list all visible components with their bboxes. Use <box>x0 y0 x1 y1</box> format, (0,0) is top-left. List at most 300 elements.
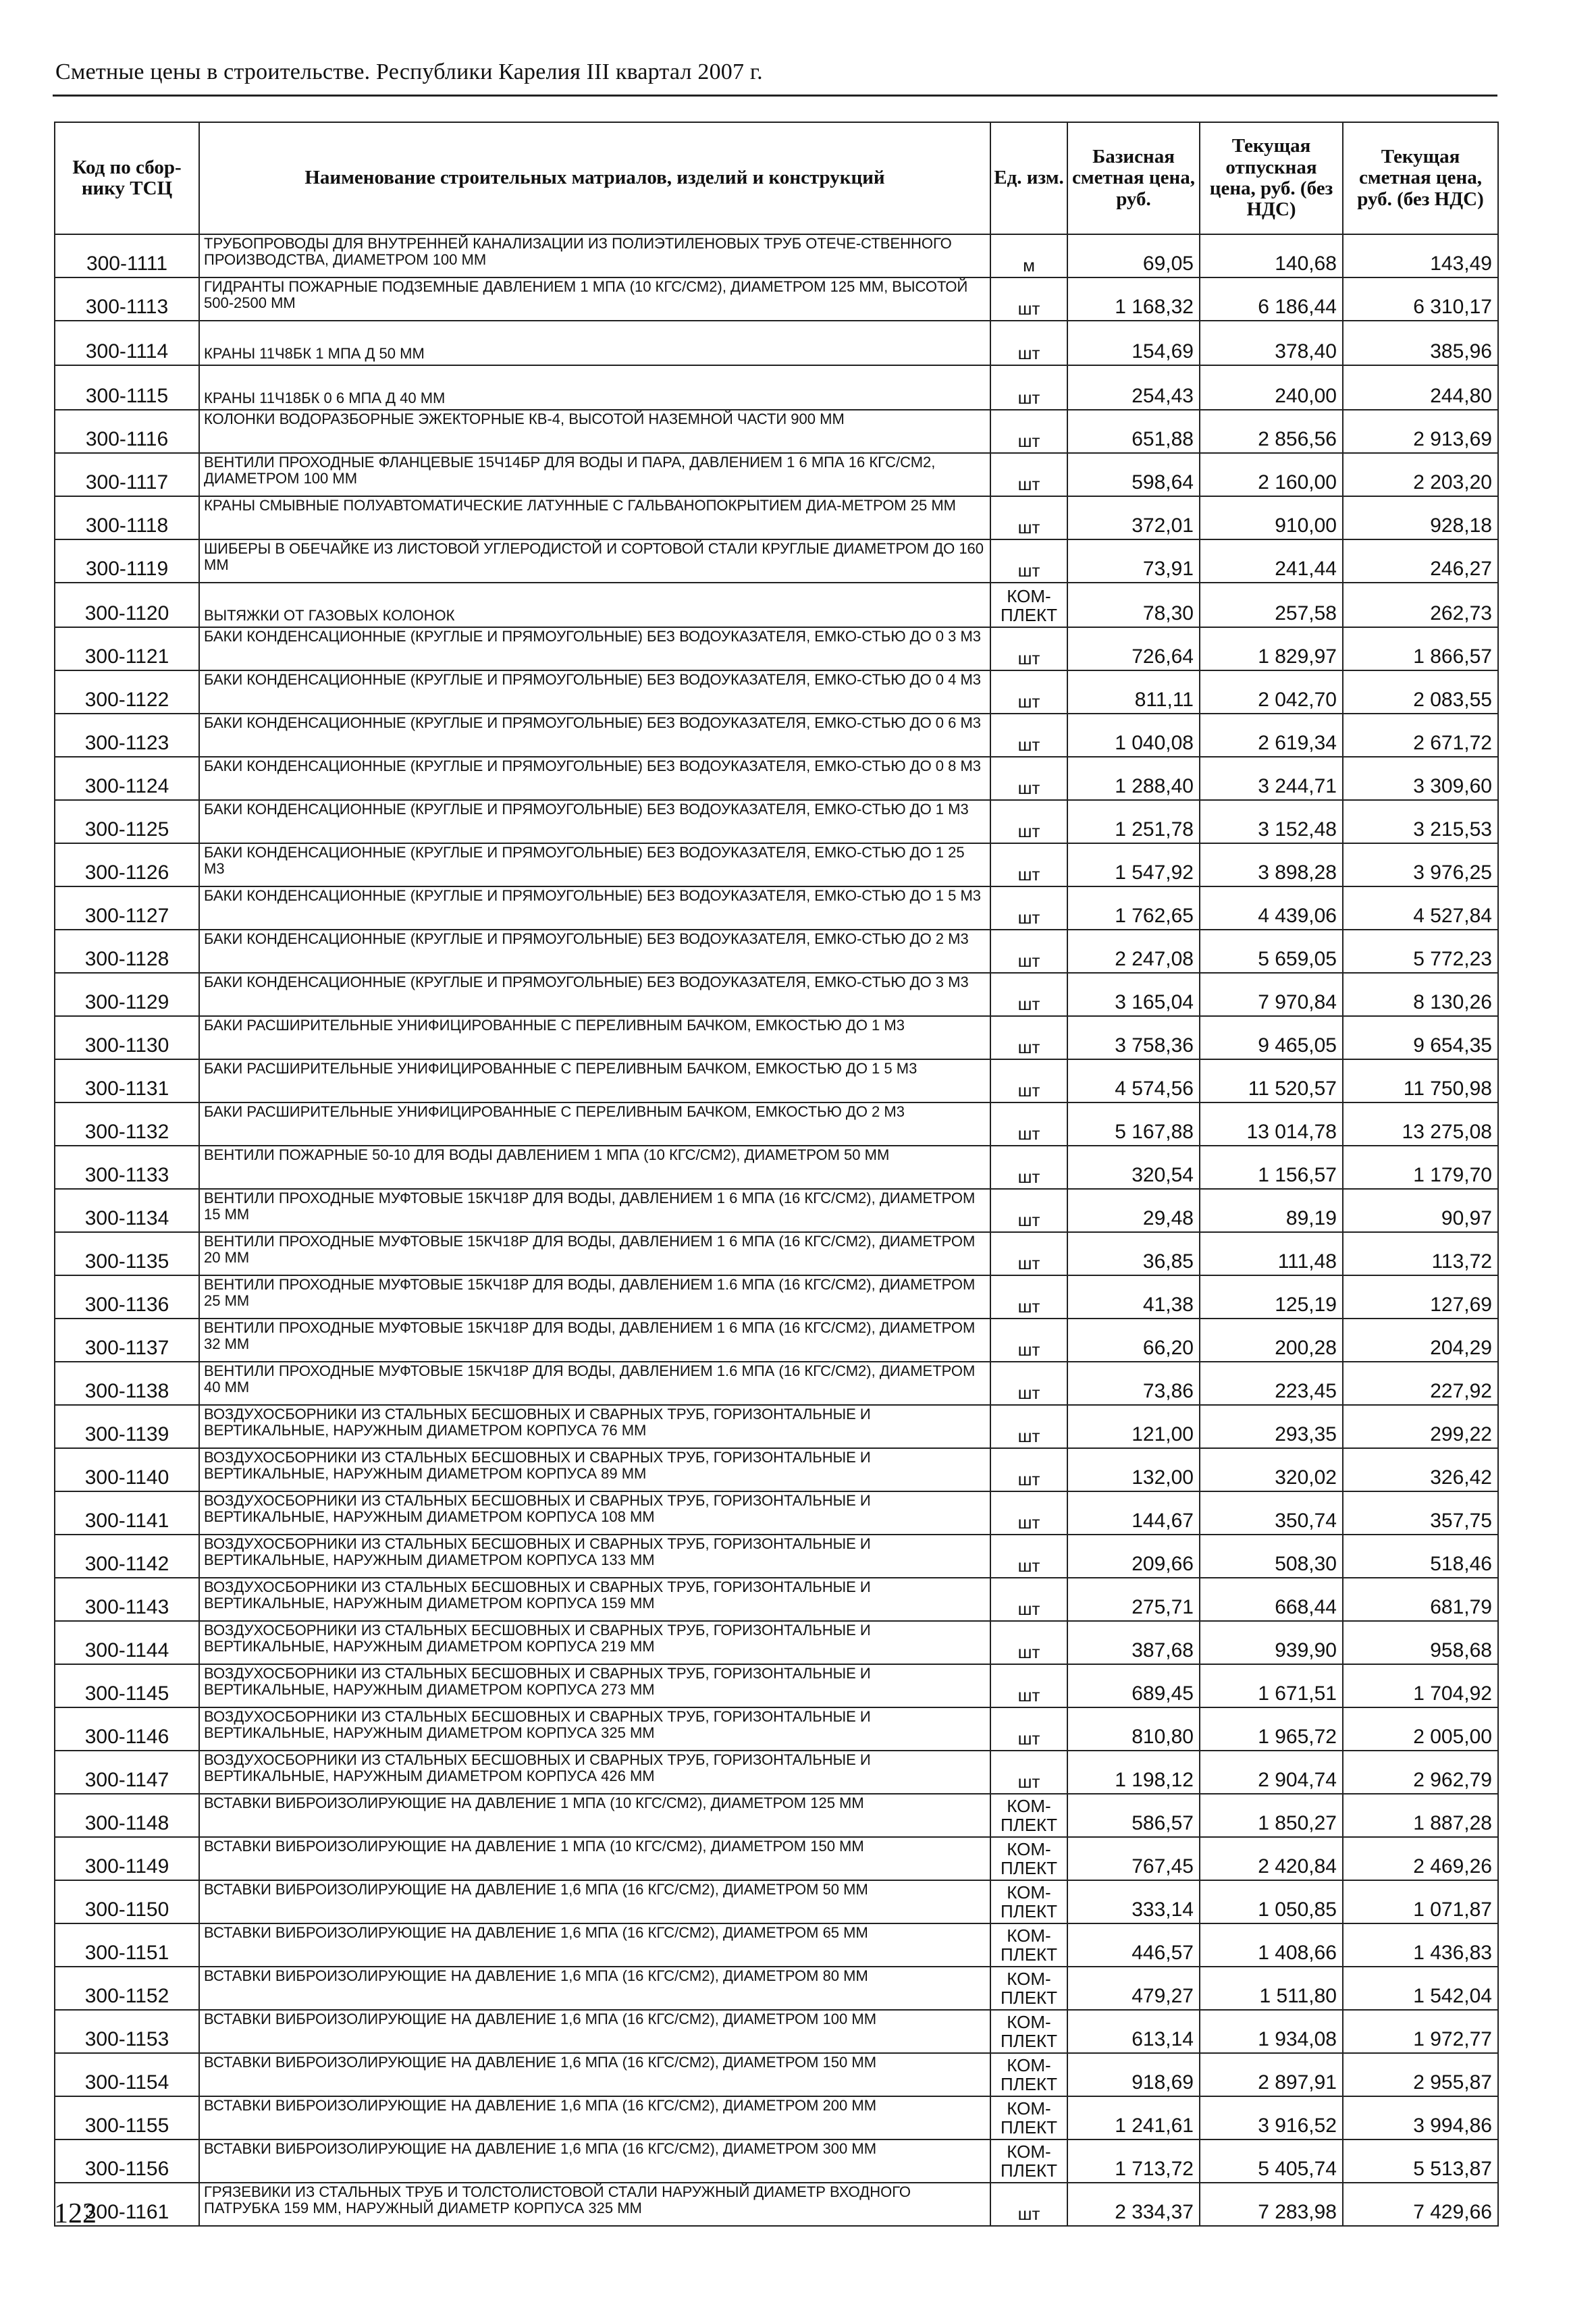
row-base-price: 41,38 <box>1067 1275 1200 1319</box>
row-name: БАКИ КОНДЕНСАЦИОННЫЕ (КРУГЛЫЕ И ПРЯМОУГОЛЬНЫЕ) БЕЗ ВОДОУКАЗАТЕЛЯ, ЕМКО-СТЬЮ ДО 3 М3 <box>199 973 990 1016</box>
row-code: 300-1141 <box>55 1491 199 1535</box>
row-name: ГИДРАНТЫ ПОЖАРНЫЕ ПОДЗЕМНЫЕ ДАВЛЕНИЕМ 1 МПА (10 КГС/СМ2), ДИАМЕТРОМ 125 ММ, ВЫСОТОЙ 500-2500 ММ <box>199 277 990 321</box>
table-row <box>55 1275 1498 1319</box>
row-code: 300-1140 <box>55 1448 199 1491</box>
row-release-price: 140,68 <box>1200 234 1343 277</box>
row-current-price: 2 962,79 <box>1343 1751 1498 1794</box>
table-row <box>55 1102 1498 1146</box>
row-name: БАКИ КОНДЕНСАЦИОННЫЕ (КРУГЛЫЕ И ПРЯМОУГОЛЬНЫЕ) БЕЗ ВОДОУКАЗАТЕЛЯ, ЕМКО-СТЬЮ ДО 1 5 М3 <box>199 886 990 930</box>
table-row <box>55 1319 1498 1362</box>
row-unit: шт <box>990 1232 1067 1275</box>
row-release-price: 1 965,72 <box>1200 1707 1343 1751</box>
row-unit: шт <box>990 1102 1067 1146</box>
table-row <box>55 1707 1498 1751</box>
row-name: ВОЗДУХОСБОРНИКИ ИЗ СТАЛЬНЫХ БЕСШОВНЫХ И СВАРНЫХ ТРУБ, ГОРИЗОНТАЛЬНЫЕ И ВЕРТИКАЛЬНЫЕ, НАРУЖНЫМ ДИАМЕТРОМ КОРПУСА 76 ММ <box>199 1405 990 1448</box>
row-code: 300-1139 <box>55 1405 199 1448</box>
row-unit: шт <box>990 539 1067 583</box>
row-release-price: 1 511,80 <box>1200 1967 1343 2010</box>
row-base-price: 1 547,92 <box>1067 843 1200 886</box>
table-row <box>55 714 1498 757</box>
row-unit: шт <box>990 365 1067 410</box>
table-row <box>55 539 1498 583</box>
row-base-price: 2 247,08 <box>1067 930 1200 973</box>
row-name: КРАНЫ 11Ч8БК 1 МПА Д 50 ММ <box>199 321 990 365</box>
row-base-price: 73,91 <box>1067 539 1200 583</box>
row-current-price: 143,49 <box>1343 234 1498 277</box>
row-unit: шт <box>990 1016 1067 1059</box>
table-row <box>55 277 1498 321</box>
row-unit: шт <box>990 1189 1067 1232</box>
table-row <box>55 973 1498 1016</box>
row-current-price: 928,18 <box>1343 496 1498 539</box>
col-code-header: Код по сбор-нику ТСЦ <box>55 122 199 234</box>
row-name: ВОЗДУХОСБОРНИКИ ИЗ СТАЛЬНЫХ БЕСШОВНЫХ И СВАРНЫХ ТРУБ, ГОРИЗОНТАЛЬНЫЕ И ВЕРТИКАЛЬНЫЕ, НАРУЖНЫМ ДИАМЕТРОМ КОРПУСА 133 ММ <box>199 1535 990 1578</box>
row-base-price: 810,80 <box>1067 1707 1200 1751</box>
row-code: 300-1120 <box>55 583 199 627</box>
row-release-price: 910,00 <box>1200 496 1343 539</box>
row-release-price: 5 405,74 <box>1200 2139 1343 2183</box>
row-unit: шт <box>990 800 1067 843</box>
table-row <box>55 2139 1498 2183</box>
row-base-price: 598,64 <box>1067 453 1200 496</box>
row-code: 300-1132 <box>55 1102 199 1146</box>
row-base-price: 387,68 <box>1067 1621 1200 1664</box>
row-release-price: 223,45 <box>1200 1362 1343 1405</box>
row-release-price: 668,44 <box>1200 1578 1343 1621</box>
row-name: КОЛОНКИ ВОДОРАЗБОРНЫЕ ЭЖЕКТОРНЫЕ КВ-4, ВЫСОТОЙ НАЗЕМНОЙ ЧАСТИ 900 ММ <box>199 410 990 453</box>
row-unit: КОМ-ПЛЕКТ <box>990 1837 1067 1880</box>
row-unit: шт <box>990 670 1067 714</box>
table-row <box>55 930 1498 973</box>
row-current-price: 518,46 <box>1343 1535 1498 1578</box>
row-code: 300-1154 <box>55 2053 199 2096</box>
row-release-price: 13 014,78 <box>1200 1102 1343 1146</box>
row-unit: КОМ-ПЛЕКТ <box>990 1923 1067 1967</box>
row-release-price: 1 408,66 <box>1200 1923 1343 1967</box>
row-release-price: 240,00 <box>1200 365 1343 410</box>
table-row <box>55 1448 1498 1491</box>
row-release-price: 508,30 <box>1200 1535 1343 1578</box>
price-table-head <box>55 122 1498 234</box>
row-base-price: 320,54 <box>1067 1146 1200 1189</box>
row-name: ВСТАВКИ ВИБРОИЗОЛИРУЮЩИЕ НА ДАВЛЕНИЕ 1 МПА (10 КГС/СМ2), ДИАМЕТРОМ 125 ММ <box>199 1794 990 1837</box>
row-base-price: 73,86 <box>1067 1362 1200 1405</box>
row-release-price: 1 050,85 <box>1200 1880 1343 1923</box>
row-current-price: 1 866,57 <box>1343 627 1498 670</box>
row-current-price: 1 436,83 <box>1343 1923 1498 1967</box>
row-name: БАКИ КОНДЕНСАЦИОННЫЕ (КРУГЛЫЕ И ПРЯМОУГОЛЬНЫЕ) БЕЗ ВОДОУКАЗАТЕЛЯ, ЕМКО-СТЬЮ ДО 2 М3 <box>199 930 990 973</box>
row-unit: шт <box>990 1319 1067 1362</box>
table-row <box>55 496 1498 539</box>
row-base-price: 4 574,56 <box>1067 1059 1200 1102</box>
row-code: 300-1119 <box>55 539 199 583</box>
row-code: 300-1147 <box>55 1751 199 1794</box>
row-release-price: 2 042,70 <box>1200 670 1343 714</box>
row-base-price: 1 762,65 <box>1067 886 1200 930</box>
row-name: БАКИ КОНДЕНСАЦИОННЫЕ (КРУГЛЫЕ И ПРЯМОУГОЛЬНЫЕ) БЕЗ ВОДОУКАЗАТЕЛЯ, ЕМКО-СТЬЮ ДО 0 3 М3 <box>199 627 990 670</box>
row-release-price: 320,02 <box>1200 1448 1343 1491</box>
row-release-price: 5 659,05 <box>1200 930 1343 973</box>
row-current-price: 958,68 <box>1343 1621 1498 1664</box>
row-release-price: 1 829,97 <box>1200 627 1343 670</box>
row-base-price: 69,05 <box>1067 234 1200 277</box>
table-row <box>55 453 1498 496</box>
row-unit: шт <box>990 1275 1067 1319</box>
row-code: 300-1126 <box>55 843 199 886</box>
row-name: ВСТАВКИ ВИБРОИЗОЛИРУЮЩИЕ НА ДАВЛЕНИЕ 1,6 МПА (16 КГС/СМ2), ДИАМЕТРОМ 300 ММ <box>199 2139 990 2183</box>
row-base-price: 689,45 <box>1067 1664 1200 1707</box>
row-unit: шт <box>990 1448 1067 1491</box>
row-base-price: 918,69 <box>1067 2053 1200 2096</box>
row-current-price: 227,92 <box>1343 1362 1498 1405</box>
row-name: БАКИ РАСШИРИТЕЛЬНЫЕ УНИФИЦИРОВАННЫЕ С ПЕРЕЛИВНЫМ БАЧКОМ, ЕМКОСТЬЮ ДО 1 5 М3 <box>199 1059 990 1102</box>
price-table-body <box>55 234 1498 2226</box>
row-unit: шт <box>990 1535 1067 1578</box>
row-base-price: 333,14 <box>1067 1880 1200 1923</box>
row-base-price: 78,30 <box>1067 583 1200 627</box>
row-unit: шт <box>990 1751 1067 1794</box>
row-unit: КОМ-ПЛЕКТ <box>990 2010 1067 2053</box>
row-unit: шт <box>990 1578 1067 1621</box>
row-unit: шт <box>990 1621 1067 1664</box>
row-release-price: 1 156,57 <box>1200 1146 1343 1189</box>
row-base-price: 154,69 <box>1067 321 1200 365</box>
row-unit: КОМ-ПЛЕКТ <box>990 2096 1067 2139</box>
row-unit: КОМ-ПЛЕКТ <box>990 1880 1067 1923</box>
row-base-price: 1 168,32 <box>1067 277 1200 321</box>
row-release-price: 2 897,91 <box>1200 2053 1343 2096</box>
row-name: ВСТАВКИ ВИБРОИЗОЛИРУЮЩИЕ НА ДАВЛЕНИЕ 1,6 МПА (16 КГС/СМ2), ДИАМЕТРОМ 80 ММ <box>199 1967 990 2010</box>
row-name: БАКИ РАСШИРИТЕЛЬНЫЕ УНИФИЦИРОВАННЫЕ С ПЕРЕЛИВНЫМ БАЧКОМ, ЕМКОСТЬЮ ДО 2 М3 <box>199 1102 990 1146</box>
row-name: КРАНЫ 11Ч18БК 0 6 МПА Д 40 ММ <box>199 365 990 410</box>
row-name: ВЕНТИЛИ ПРОХОДНЫЕ МУФТОВЫЕ 15КЧ18Р ДЛЯ ВОДЫ, ДАВЛЕНИЕМ 1 6 МПА (16 КГС/СМ2), ДИАМЕТРОМ 15 ММ <box>199 1189 990 1232</box>
row-code: 300-1128 <box>55 930 199 973</box>
row-current-price: 2 671,72 <box>1343 714 1498 757</box>
table-row <box>55 2010 1498 2053</box>
row-name: БАКИ КОНДЕНСАЦИОННЫЕ (КРУГЛЫЕ И ПРЯМОУГОЛЬНЫЕ) БЕЗ ВОДОУКАЗАТЕЛЯ, ЕМКО-СТЬЮ ДО 0 4 М3 <box>199 670 990 714</box>
row-current-price: 6 310,17 <box>1343 277 1498 321</box>
row-name: ВОЗДУХОСБОРНИКИ ИЗ СТАЛЬНЫХ БЕСШОВНЫХ И СВАРНЫХ ТРУБ, ГОРИЗОНТАЛЬНЫЕ И ВЕРТИКАЛЬНЫЕ, НАРУЖНЫМ ДИАМЕТРОМ КОРПУСА 89 ММ <box>199 1448 990 1491</box>
row-name: ВСТАВКИ ВИБРОИЗОЛИРУЮЩИЕ НА ДАВЛЕНИЕ 1 МПА (10 КГС/СМ2), ДИАМЕТРОМ 150 ММ <box>199 1837 990 1880</box>
row-name: ГРЯЗЕВИКИ ИЗ СТАЛЬНЫХ ТРУБ И ТОЛСТОЛИСТОВОЙ СТАЛИ НАРУЖНЫЙ ДИАМЕТР ВХОДНОГО ПАТРУБКА 159 ММ, НАРУЖНЫЙ ДИАМЕТР КОРПУСА 325 ММ <box>199 2183 990 2226</box>
row-name: ТРУБОПРОВОДЫ ДЛЯ ВНУТРЕННЕЙ КАНАЛИЗАЦИИ ИЗ ПОЛИЭТИЛЕНОВЫХ ТРУБ ОТЕЧЕ-СТВЕННОГО ПРОИЗВОДСТВА, ДИАМЕТРОМ 100 ММ <box>199 234 990 277</box>
row-release-price: 200,28 <box>1200 1319 1343 1362</box>
table-row <box>55 1189 1498 1232</box>
col-unit-header: Ед. изм. <box>990 122 1067 234</box>
table-row <box>55 321 1498 365</box>
table-row <box>55 1578 1498 1621</box>
row-release-price: 2 856,56 <box>1200 410 1343 453</box>
row-unit: шт <box>990 1059 1067 1102</box>
row-name: ВЕНТИЛИ ПРОХОДНЫЕ МУФТОВЫЕ 15КЧ18Р ДЛЯ ВОДЫ, ДАВЛЕНИЕМ 1 6 МПА (16 КГС/СМ2), ДИАМЕТРОМ 32 ММ <box>199 1319 990 1362</box>
row-code: 300-1111 <box>55 234 199 277</box>
row-base-price: 209,66 <box>1067 1535 1200 1578</box>
table-row <box>55 1405 1498 1448</box>
row-release-price: 350,74 <box>1200 1491 1343 1535</box>
row-name: ВСТАВКИ ВИБРОИЗОЛИРУЮЩИЕ НА ДАВЛЕНИЕ 1,6 МПА (16 КГС/СМ2), ДИАМЕТРОМ 150 ММ <box>199 2053 990 2096</box>
row-code: 300-1148 <box>55 1794 199 1837</box>
table-row <box>55 1362 1498 1405</box>
row-current-price: 4 527,84 <box>1343 886 1498 930</box>
row-code: 300-1146 <box>55 1707 199 1751</box>
row-current-price: 127,69 <box>1343 1275 1498 1319</box>
row-code: 300-1123 <box>55 714 199 757</box>
row-name: КРАНЫ СМЫВНЫЕ ПОЛУАВТОМАТИЧЕСКИЕ ЛАТУННЫЕ С ГАЛЬВАНОПОКРЫТИЕМ ДИА-МЕТРОМ 25 ММ <box>199 496 990 539</box>
row-unit: шт <box>990 321 1067 365</box>
row-name: ВОЗДУХОСБОРНИКИ ИЗ СТАЛЬНЫХ БЕСШОВНЫХ И СВАРНЫХ ТРУБ, ГОРИЗОНТАЛЬНЫЕ И ВЕРТИКАЛЬНЫЕ, НАРУЖНЫМ ДИАМЕТРОМ КОРПУСА 273 ММ <box>199 1664 990 1707</box>
row-release-price: 1 671,51 <box>1200 1664 1343 1707</box>
row-name: ВОЗДУХОСБОРНИКИ ИЗ СТАЛЬНЫХ БЕСШОВНЫХ И СВАРНЫХ ТРУБ, ГОРИЗОНТАЛЬНЫЕ И ВЕРТИКАЛЬНЫЕ, НАРУЖНЫМ ДИАМЕТРОМ КОРПУСА 325 ММ <box>199 1707 990 1751</box>
row-current-price: 9 654,35 <box>1343 1016 1498 1059</box>
row-base-price: 1 713,72 <box>1067 2139 1200 2183</box>
table-row <box>55 886 1498 930</box>
table-row <box>55 800 1498 843</box>
row-base-price: 1 040,08 <box>1067 714 1200 757</box>
table-row <box>55 1837 1498 1880</box>
row-release-price: 241,44 <box>1200 539 1343 583</box>
table-row <box>55 1880 1498 1923</box>
page-number: 122 <box>54 2198 97 2229</box>
table-row <box>55 1016 1498 1059</box>
table-row <box>55 1491 1498 1535</box>
row-base-price: 36,85 <box>1067 1232 1200 1275</box>
row-name: ВЕНТИЛИ ПРОХОДНЫЕ МУФТОВЫЕ 15КЧ18Р ДЛЯ ВОДЫ, ДАВЛЕНИЕМ 1.6 МПА (16 КГС/СМ2), ДИАМЕТРОМ 40 ММ <box>199 1362 990 1405</box>
row-current-price: 681,79 <box>1343 1578 1498 1621</box>
row-unit: шт <box>990 410 1067 453</box>
table-row <box>55 2053 1498 2096</box>
row-unit: КОМ-ПЛЕКТ <box>990 2139 1067 2183</box>
row-current-price: 1 887,28 <box>1343 1794 1498 1837</box>
row-current-price: 2 203,20 <box>1343 453 1498 496</box>
row-current-price: 1 542,04 <box>1343 1967 1498 2010</box>
table-row <box>55 843 1498 886</box>
row-unit: шт <box>990 496 1067 539</box>
row-unit: шт <box>990 1146 1067 1189</box>
row-release-price: 6 186,44 <box>1200 277 1343 321</box>
row-code: 300-1130 <box>55 1016 199 1059</box>
row-base-price: 1 241,61 <box>1067 2096 1200 2139</box>
table-row <box>55 1794 1498 1837</box>
row-unit: шт <box>990 1664 1067 1707</box>
table-row <box>55 1621 1498 1664</box>
row-name: БАКИ РАСШИРИТЕЛЬНЫЕ УНИФИЦИРОВАННЫЕ С ПЕРЕЛИВНЫМ БАЧКОМ, ЕМКОСТЬЮ ДО 1 М3 <box>199 1016 990 1059</box>
row-release-price: 2 619,34 <box>1200 714 1343 757</box>
row-current-price: 2 083,55 <box>1343 670 1498 714</box>
table-row <box>55 670 1498 714</box>
row-current-price: 244,80 <box>1343 365 1498 410</box>
table-row <box>55 1059 1498 1102</box>
row-base-price: 651,88 <box>1067 410 1200 453</box>
row-code: 300-1143 <box>55 1578 199 1621</box>
table-row <box>55 1146 1498 1189</box>
col-name-header: Наименование строительных матриалов, изделий и конструкций <box>199 122 990 234</box>
row-unit: КОМ-ПЛЕКТ <box>990 583 1067 627</box>
table-row <box>55 1923 1498 1967</box>
table-row <box>55 1967 1498 2010</box>
row-code: 300-1133 <box>55 1146 199 1189</box>
row-unit: шт <box>990 2183 1067 2226</box>
row-base-price: 2 334,37 <box>1067 2183 1200 2226</box>
row-name: ВОЗДУХОСБОРНИКИ ИЗ СТАЛЬНЫХ БЕСШОВНЫХ И СВАРНЫХ ТРУБ, ГОРИЗОНТАЛЬНЫЕ И ВЕРТИКАЛЬНЫЕ, НАРУЖНЫМ ДИАМЕТРОМ КОРПУСА 219 ММ <box>199 1621 990 1664</box>
row-code: 300-1127 <box>55 886 199 930</box>
row-base-price: 275,71 <box>1067 1578 1200 1621</box>
row-name: БАКИ КОНДЕНСАЦИОННЫЕ (КРУГЛЫЕ И ПРЯМОУГОЛЬНЫЕ) БЕЗ ВОДОУКАЗАТЕЛЯ, ЕМКО-СТЬЮ ДО 1 М3 <box>199 800 990 843</box>
row-unit: шт <box>990 453 1067 496</box>
row-base-price: 446,57 <box>1067 1923 1200 1967</box>
row-current-price: 5 513,87 <box>1343 2139 1498 2183</box>
row-unit: шт <box>990 757 1067 800</box>
row-current-price: 326,42 <box>1343 1448 1498 1491</box>
row-base-price: 811,11 <box>1067 670 1200 714</box>
table-row <box>55 365 1498 410</box>
row-name: ВЕНТИЛИ ПРОХОДНЫЕ МУФТОВЫЕ 15КЧ18Р ДЛЯ ВОДЫ, ДАВЛЕНИЕМ 1 6 МПА (16 КГС/СМ2), ДИАМЕТРОМ 20 ММ <box>199 1232 990 1275</box>
row-current-price: 385,96 <box>1343 321 1498 365</box>
row-code: 300-1155 <box>55 2096 199 2139</box>
row-release-price: 293,35 <box>1200 1405 1343 1448</box>
col-current-price-header: Текущая сметная цена, руб. (без НДС) <box>1343 122 1498 234</box>
row-base-price: 144,67 <box>1067 1491 1200 1535</box>
row-unit: шт <box>990 930 1067 973</box>
row-current-price: 246,27 <box>1343 539 1498 583</box>
row-release-price: 1 850,27 <box>1200 1794 1343 1837</box>
row-unit: шт <box>990 277 1067 321</box>
row-code: 300-1138 <box>55 1362 199 1405</box>
table-row <box>55 627 1498 670</box>
row-release-price: 7 970,84 <box>1200 973 1343 1016</box>
header-rule <box>53 95 1497 97</box>
row-base-price: 3 165,04 <box>1067 973 1200 1016</box>
row-release-price: 3 152,48 <box>1200 800 1343 843</box>
row-code: 300-1151 <box>55 1923 199 1967</box>
row-current-price: 3 976,25 <box>1343 843 1498 886</box>
table-row <box>55 234 1498 277</box>
row-code: 300-1118 <box>55 496 199 539</box>
col-release-price-header: Текущая отпускная цена, руб. (без НДС) <box>1200 122 1343 234</box>
row-base-price: 613,14 <box>1067 2010 1200 2053</box>
row-current-price: 299,22 <box>1343 1405 1498 1448</box>
row-name: БАКИ КОНДЕНСАЦИОННЫЕ (КРУГЛЫЕ И ПРЯМОУГОЛЬНЫЕ) БЕЗ ВОДОУКАЗАТЕЛЯ, ЕМКО-СТЬЮ ДО 0 8 М3 <box>199 757 990 800</box>
running-title: Сметные цены в строительстве. Республики Карелия III квартал 2007 г. <box>55 59 763 84</box>
row-name: ВЕНТИЛИ ПОЖАРНЫЕ 50-10 ДЛЯ ВОДЫ ДАВЛЕНИЕМ 1 МПА (10 КГС/СМ2), ДИАМЕТРОМ 50 ММ <box>199 1146 990 1189</box>
row-current-price: 2 913,69 <box>1343 410 1498 453</box>
row-release-price: 257,58 <box>1200 583 1343 627</box>
row-current-price: 2 469,26 <box>1343 1837 1498 1880</box>
row-name: ВЕНТИЛИ ПРОХОДНЫЕ ФЛАНЦЕВЫЕ 15Ч14БР ДЛЯ ВОДЫ И ПАРА, ДАВЛЕНИЕМ 1 6 МПА 16 КГС/СМ2, ДИАМЕТРОМ 100 ММ <box>199 453 990 496</box>
row-current-price: 113,72 <box>1343 1232 1498 1275</box>
row-unit: шт <box>990 886 1067 930</box>
row-release-price: 3 244,71 <box>1200 757 1343 800</box>
row-current-price: 2 005,00 <box>1343 1707 1498 1751</box>
row-base-price: 1 288,40 <box>1067 757 1200 800</box>
row-unit: м <box>990 234 1067 277</box>
row-unit: шт <box>990 973 1067 1016</box>
row-code: 300-1134 <box>55 1189 199 1232</box>
row-base-price: 1 251,78 <box>1067 800 1200 843</box>
table-row <box>55 410 1498 453</box>
row-base-price: 5 167,88 <box>1067 1102 1200 1146</box>
row-current-price: 204,29 <box>1343 1319 1498 1362</box>
row-release-price: 3 898,28 <box>1200 843 1343 886</box>
row-code: 300-1131 <box>55 1059 199 1102</box>
row-code: 300-1114 <box>55 321 199 365</box>
row-current-price: 1 972,77 <box>1343 2010 1498 2053</box>
row-base-price: 479,27 <box>1067 1967 1200 2010</box>
row-release-price: 3 916,52 <box>1200 2096 1343 2139</box>
row-release-price: 4 439,06 <box>1200 886 1343 930</box>
row-code: 300-1135 <box>55 1232 199 1275</box>
row-release-price: 125,19 <box>1200 1275 1343 1319</box>
row-release-price: 7 283,98 <box>1200 2183 1343 2226</box>
row-name: ШИБЕРЫ В ОБЕЧАЙКЕ ИЗ ЛИСТОВОЙ УГЛЕРОДИСТОЙ И СОРТОВОЙ СТАЛИ КРУГЛЫЕ ДИАМЕТРОМ ДО 160 ММ <box>199 539 990 583</box>
row-release-price: 2 904,74 <box>1200 1751 1343 1794</box>
row-base-price: 726,64 <box>1067 627 1200 670</box>
table-row <box>55 1232 1498 1275</box>
row-code: 300-1145 <box>55 1664 199 1707</box>
row-base-price: 29,48 <box>1067 1189 1200 1232</box>
row-code: 300-1125 <box>55 800 199 843</box>
row-current-price: 7 429,66 <box>1343 2183 1498 2226</box>
row-base-price: 121,00 <box>1067 1405 1200 1448</box>
row-code: 300-1150 <box>55 1880 199 1923</box>
table-row <box>55 2096 1498 2139</box>
col-base-price-header: Базисная сметная цена, руб. <box>1067 122 1200 234</box>
table-row <box>55 1535 1498 1578</box>
row-release-price: 939,90 <box>1200 1621 1343 1664</box>
row-code: 300-1152 <box>55 1967 199 2010</box>
row-current-price: 3 309,60 <box>1343 757 1498 800</box>
row-name: БАКИ КОНДЕНСАЦИОННЫЕ (КРУГЛЫЕ И ПРЯМОУГОЛЬНЫЕ) БЕЗ ВОДОУКАЗАТЕЛЯ, ЕМКО-СТЬЮ ДО 1 25 М3 <box>199 843 990 886</box>
row-unit: КОМ-ПЛЕКТ <box>990 1794 1067 1837</box>
row-unit: шт <box>990 1707 1067 1751</box>
header-row <box>55 122 1498 234</box>
row-base-price: 1 198,12 <box>1067 1751 1200 1794</box>
table-row <box>55 2183 1498 2226</box>
row-code: 300-1121 <box>55 627 199 670</box>
table-row <box>55 583 1498 627</box>
row-name: ВОЗДУХОСБОРНИКИ ИЗ СТАЛЬНЫХ БЕСШОВНЫХ И СВАРНЫХ ТРУБ, ГОРИЗОНТАЛЬНЫЕ И ВЕРТИКАЛЬНЫЕ, НАРУЖНЫМ ДИАМЕТРОМ КОРПУСА 159 ММ <box>199 1578 990 1621</box>
row-current-price: 1 179,70 <box>1343 1146 1498 1189</box>
row-current-price: 357,75 <box>1343 1491 1498 1535</box>
row-current-price: 2 955,87 <box>1343 2053 1498 2096</box>
row-name: ВСТАВКИ ВИБРОИЗОЛИРУЮЩИЕ НА ДАВЛЕНИЕ 1,6 МПА (16 КГС/СМ2), ДИАМЕТРОМ 200 ММ <box>199 2096 990 2139</box>
row-current-price: 90,97 <box>1343 1189 1498 1232</box>
row-code: 300-1149 <box>55 1837 199 1880</box>
row-code: 300-1137 <box>55 1319 199 1362</box>
table-row <box>55 1751 1498 1794</box>
row-name: ВЫТЯЖКИ ОТ ГАЗОВЫХ КОЛОНОК <box>199 583 990 627</box>
row-code: 300-1124 <box>55 757 199 800</box>
row-code: 300-1129 <box>55 973 199 1016</box>
row-unit: шт <box>990 1491 1067 1535</box>
row-current-price: 1 704,92 <box>1343 1664 1498 1707</box>
row-base-price: 66,20 <box>1067 1319 1200 1362</box>
row-base-price: 3 758,36 <box>1067 1016 1200 1059</box>
row-code: 300-1116 <box>55 410 199 453</box>
row-code: 300-1153 <box>55 2010 199 2053</box>
row-current-price: 5 772,23 <box>1343 930 1498 973</box>
row-base-price: 372,01 <box>1067 496 1200 539</box>
row-release-price: 378,40 <box>1200 321 1343 365</box>
row-name: БАКИ КОНДЕНСАЦИОННЫЕ (КРУГЛЫЕ И ПРЯМОУГОЛЬНЫЕ) БЕЗ ВОДОУКАЗАТЕЛЯ, ЕМКО-СТЬЮ ДО 0 6 М3 <box>199 714 990 757</box>
row-base-price: 254,43 <box>1067 365 1200 410</box>
row-current-price: 11 750,98 <box>1343 1059 1498 1102</box>
row-code: 300-1161 <box>55 2183 199 2226</box>
row-name: ВОЗДУХОСБОРНИКИ ИЗ СТАЛЬНЫХ БЕСШОВНЫХ И СВАРНЫХ ТРУБ, ГОРИЗОНТАЛЬНЫЕ И ВЕРТИКАЛЬНЫЕ, НАРУЖНЫМ ДИАМЕТРОМ КОРПУСА 108 ММ <box>199 1491 990 1535</box>
row-unit: шт <box>990 714 1067 757</box>
row-current-price: 13 275,08 <box>1343 1102 1498 1146</box>
row-name: ВОЗДУХОСБОРНИКИ ИЗ СТАЛЬНЫХ БЕСШОВНЫХ И СВАРНЫХ ТРУБ, ГОРИЗОНТАЛЬНЫЕ И ВЕРТИКАЛЬНЫЕ, НАРУЖНЫМ ДИАМЕТРОМ КОРПУСА 426 ММ <box>199 1751 990 1794</box>
row-release-price: 89,19 <box>1200 1189 1343 1232</box>
